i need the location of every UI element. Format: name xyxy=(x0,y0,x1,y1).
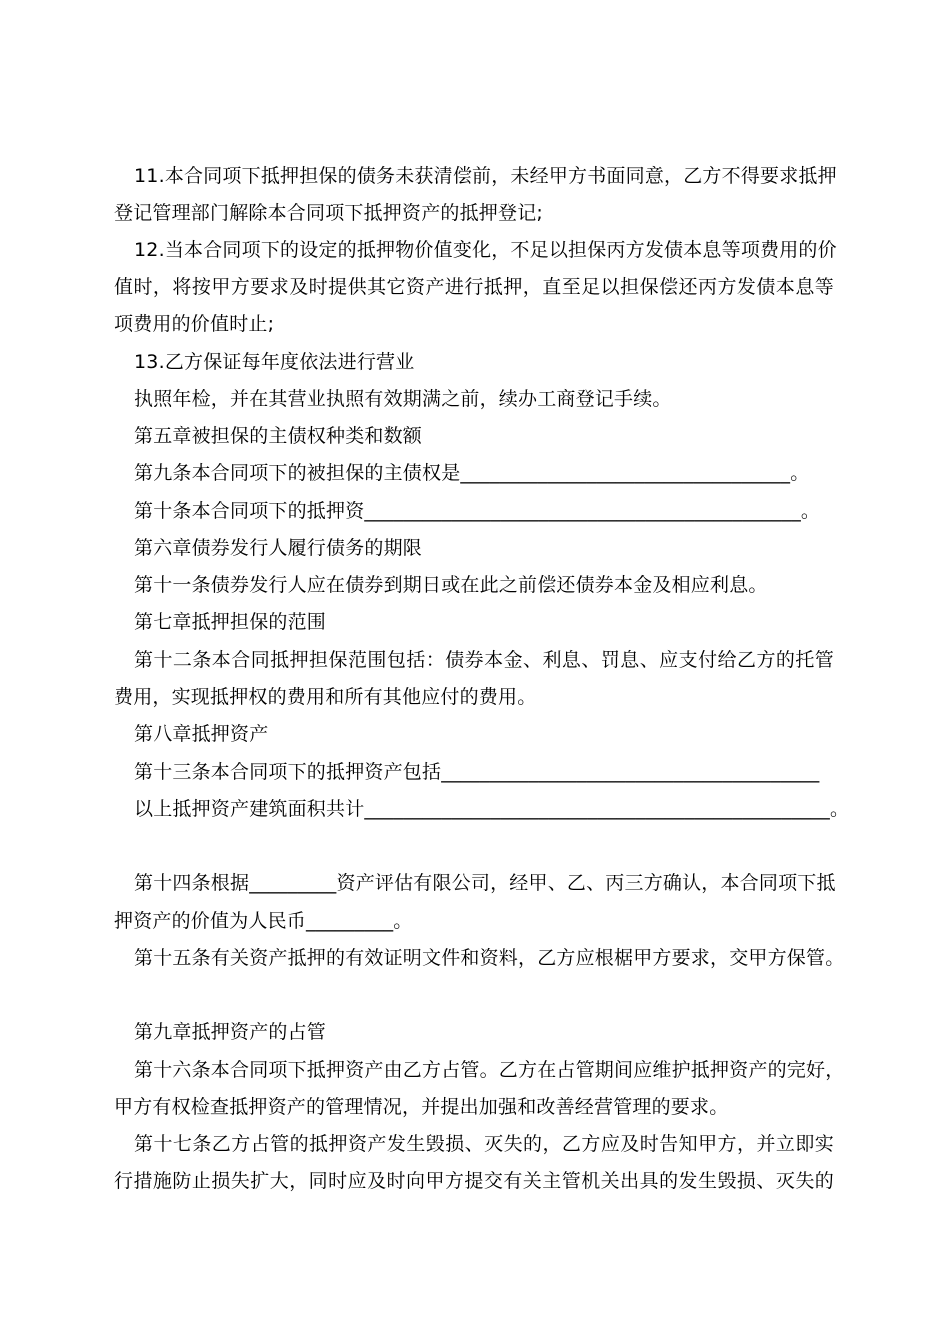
article-10: 第十条本合同项下的抵押资_____________________________________________。 xyxy=(134,500,821,522)
article-13: 第十三条本合同项下的抵押资产包括_______________________________________ xyxy=(134,761,820,783)
article-14-line-1: 第十四条根据_________资产评估有限公司，经甲、乙、丙三方确认，本合同项下抵 xyxy=(134,872,836,894)
article-16-line-1: 第十六条本合同项下抵押资产由乙方占管。乙方在占管期间应维护抵押资产的完好， xyxy=(134,1059,845,1081)
chapter-6-heading: 第六章债券发行人履行债务的期限 xyxy=(134,537,423,559)
chapter-9-heading: 第九章抵押资产的占管 xyxy=(134,1021,327,1043)
building-area-line: 以上抵押资产建筑面积共计________________________________________________。 xyxy=(134,798,850,820)
article-16-line-2: 甲方有权检查抵押资产的管理情况，并提出加强和改善经营管理的要求。 xyxy=(114,1096,729,1118)
clause-11-line-2: 登记管理部门解除本合同项下抵押资产的抵押登记; xyxy=(114,202,544,224)
article-12-line-2: 费用，实现抵押权的费用和所有其他应付的费用。 xyxy=(114,686,537,708)
clause-13-line-1: 13.乙方保证每年度依法进行营业 xyxy=(134,351,415,373)
clause-12-line-1: 12.当本合同项下的设定的抵押物价值变化，不足以担保丙方发债本息等项费用的价 xyxy=(134,239,837,261)
chapter-7-heading: 第七章抵押担保的范围 xyxy=(134,611,327,633)
clause-13-line-2: 执照年检，并在其营业执照有效期满之前，续办工商登记手续。 xyxy=(134,388,672,410)
clause-12-line-3: 项费用的价值时止; xyxy=(114,313,275,335)
article-15: 第十五条有关资产抵押的有效证明文件和资料，乙方应根椐甲方要求，交甲方保管。 xyxy=(134,947,845,969)
article-14-line-2: 押资产的价值为人民币_________。 xyxy=(114,910,413,932)
article-12-line-1: 第十二条本合同抵押担保范围包括：债券本金、利息、罚息、应支付给乙方的托管 xyxy=(134,649,834,671)
article-17-line-1: 第十七条乙方占管的抵押资产发生毁损、灭失的，乙方应及时告知甲方，并立即实 xyxy=(134,1133,834,1155)
article-17-line-2: 行措施防止损失扩大，同时应及时向甲方提交有关主管机关出具的发生毁损、灭失的 xyxy=(114,1170,834,1192)
chapter-8-heading: 第八章抵押资产 xyxy=(134,723,269,745)
chapter-5-heading: 第五章被担保的主债权种类和数额 xyxy=(134,425,423,447)
article-9: 第九条本合同项下的被担保的主债权是__________________________________。 xyxy=(134,462,810,484)
clause-12-line-2: 值时，将按甲方要求及时提供其它资产进行抵押，直至足以担保偿还丙方发债本息等 xyxy=(114,276,834,298)
clause-11-line-1: 11.本合同项下抵押担保的债务未获清偿前，未经甲方书面同意，乙方不得要求抵押 xyxy=(134,165,837,187)
article-11: 第十一条债券发行人应在债券到期日或在此之前偿还债券本金及相应利息。 xyxy=(134,574,768,596)
